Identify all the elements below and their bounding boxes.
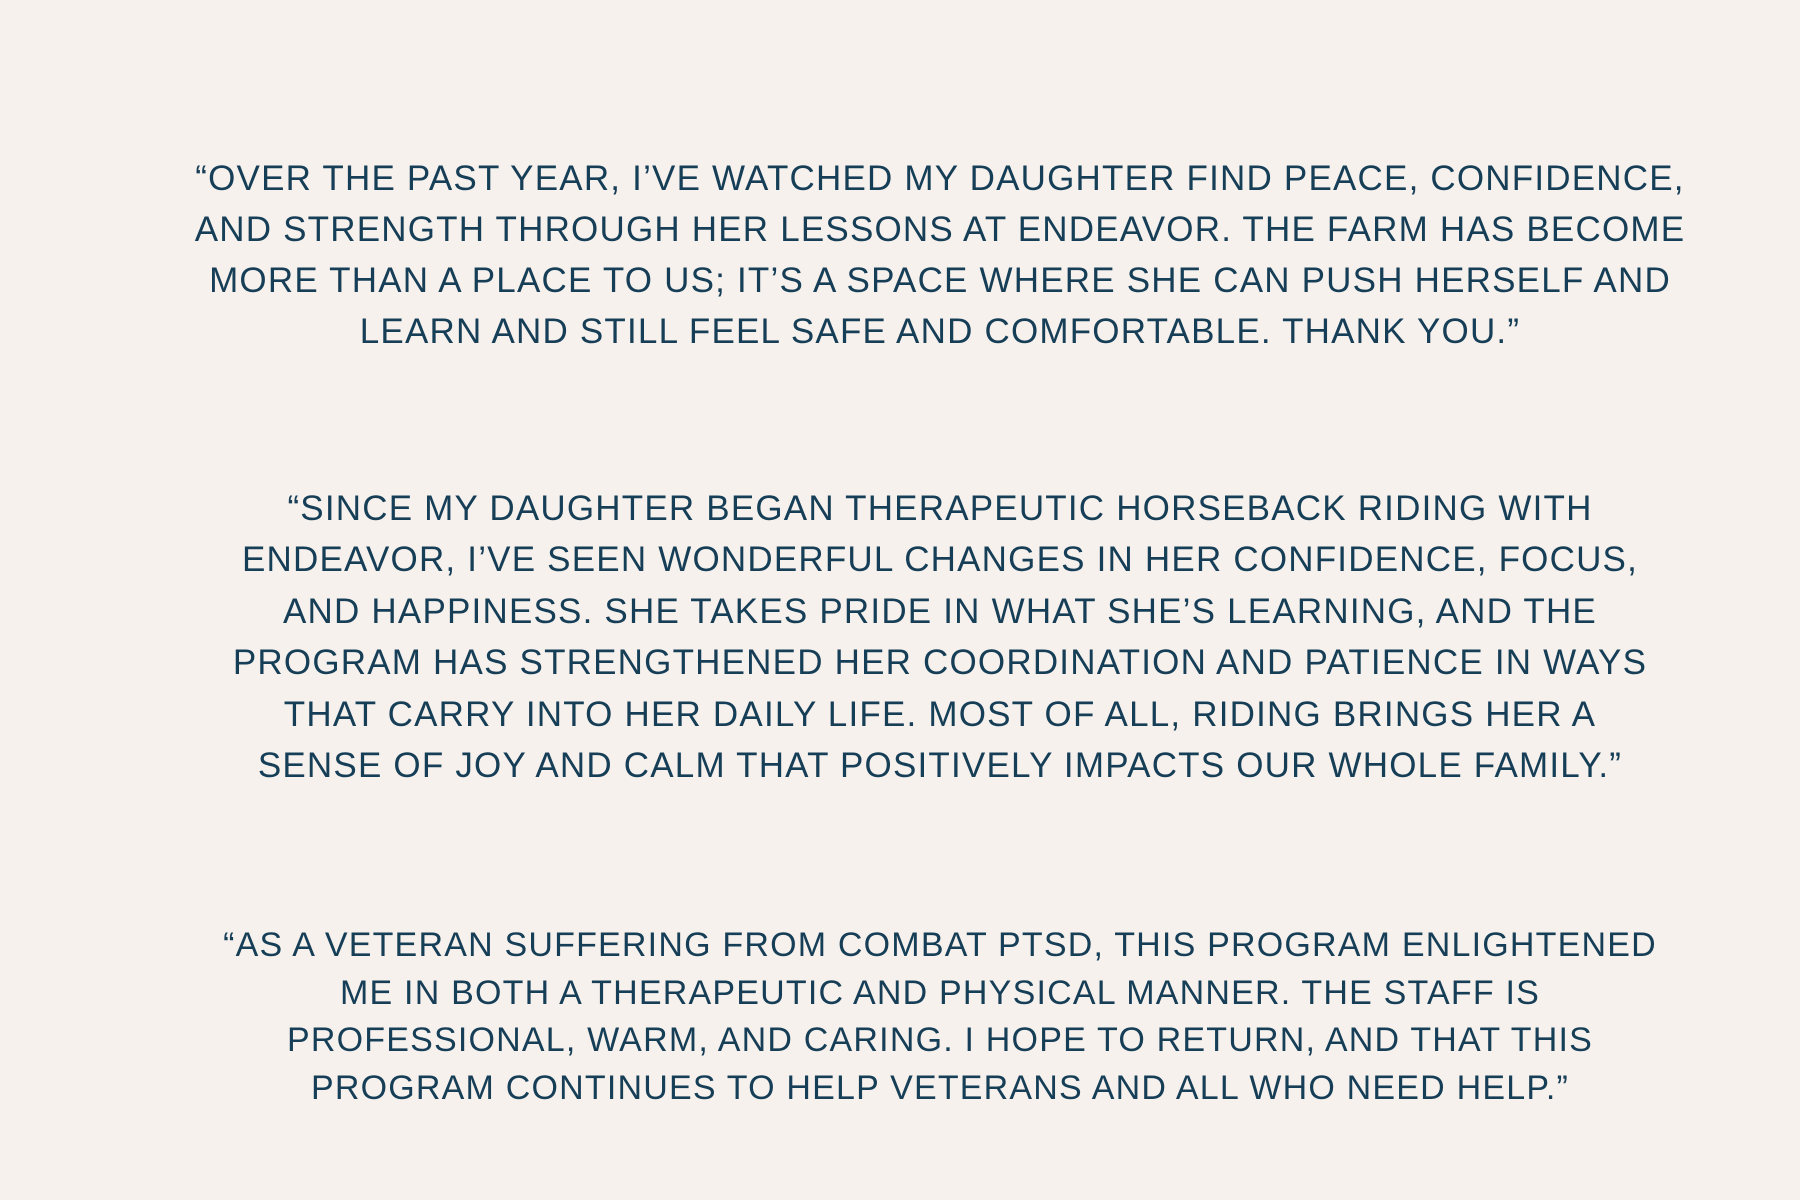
quote-line: LEARN AND STILL FEEL SAFE AND COMFORTABLE. THANK YOU.” (359, 312, 1521, 351)
quote-line: MORE THAN A PLACE TO US; IT’S A SPACE WHERE SHE CAN PUSH HERSELF AND (209, 261, 1671, 300)
quote-line: AND STRENGTH THROUGH HER LESSONS AT ENDEAVOR. THE FARM HAS BECOME (194, 210, 1686, 249)
quote-line: SENSE OF JOY AND CALM THAT POSITIVELY IMPACTS OUR WHOLE FAMILY.” (257, 746, 1623, 786)
quote-line: PROFESSIONAL, WARM, AND CARING. I HOPE TO RETURN, AND THAT THIS (286, 1021, 1594, 1060)
testimonial-quote (40, 483, 1800, 791)
testimonial-quote (40, 153, 1800, 357)
quote-line: PROGRAM CONTINUES TO HELP VETERANS AND ALL WHO NEED HELP.” (310, 1069, 1569, 1108)
quote-line: “AS A VETERAN SUFFERING FROM COMBAT PTSD, THIS PROGRAM ENLIGHTENED (223, 926, 1657, 964)
quote-line: AND HAPPINESS. SHE TAKES PRIDE IN WHAT SHE’S LEARNING, AND THE (283, 591, 1597, 631)
quote-line: THAT CARRY INTO HER DAILY LIFE. MOST OF ALL, RIDING BRINGS HER A (283, 694, 1597, 734)
testimonial-quote (40, 922, 1800, 1113)
quote-line: ENDEAVOR, I’VE SEEN WONDERFUL CHANGES IN HER CONFIDENCE, FOCUS, (241, 540, 1639, 580)
quote-line: “SINCE MY DAUGHTER BEGAN THERAPEUTIC HORSEBACK RIDING WITH (287, 489, 1593, 528)
quote-line: ME IN BOTH A THERAPEUTIC AND PHYSICAL MANNER. THE STAFF IS (340, 973, 1540, 1012)
quote-line: PROGRAM HAS STRENGTHENED HER COORDINATION AND PATIENCE IN WAYS (232, 643, 1648, 683)
quote-line: “OVER THE PAST YEAR, I’VE WATCHED MY DAUGHTER FIND PEACE, CONFIDENCE, (195, 159, 1685, 198)
